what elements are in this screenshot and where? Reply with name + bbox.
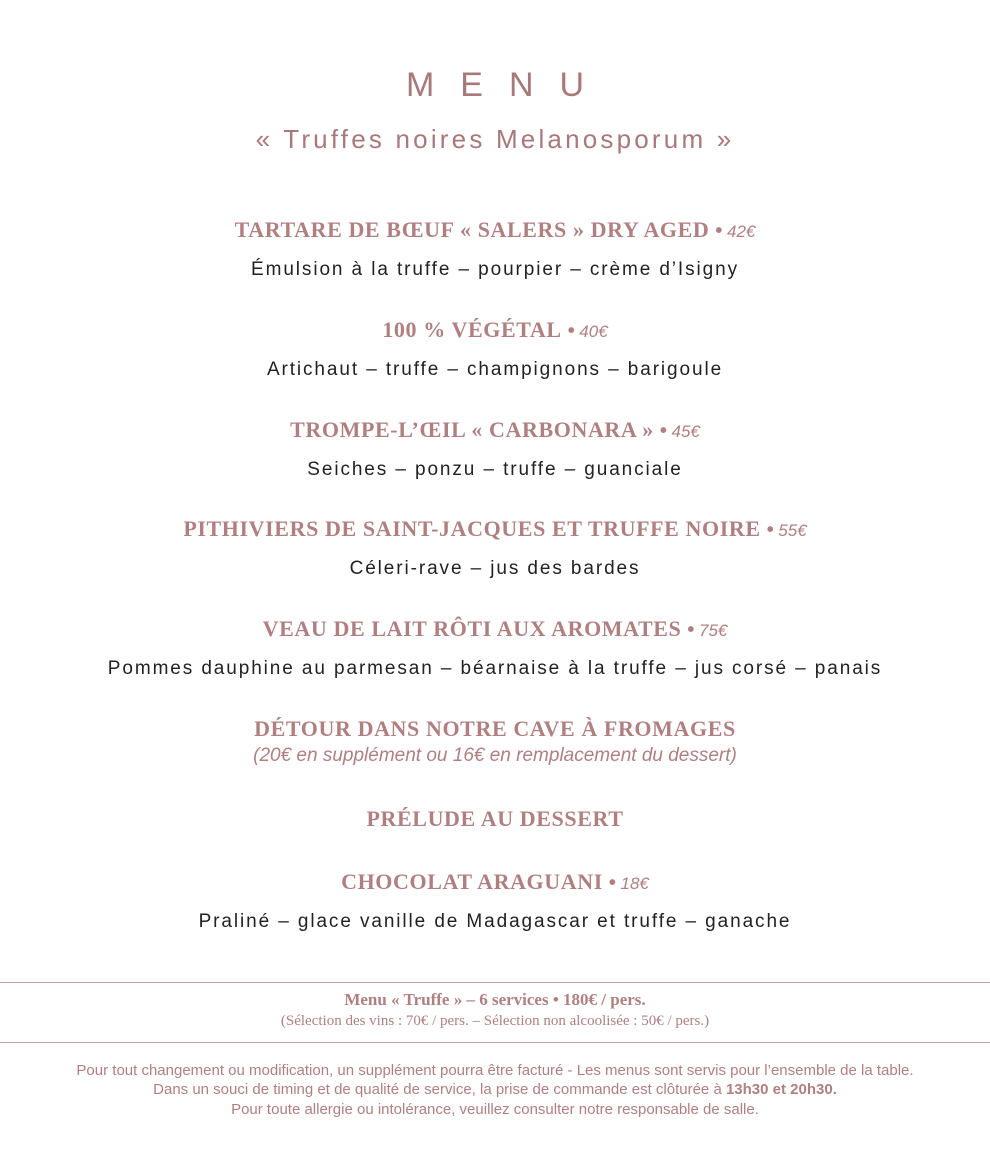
menu-item-carbonara xyxy=(0,416,990,483)
dish-price: 45€ xyxy=(671,422,700,441)
dish-price: 42€ xyxy=(727,222,756,241)
bullet-separator: • xyxy=(766,519,775,541)
menu-item-fromages xyxy=(0,715,990,768)
dish-name: PRÉLUDE AU DESSERT xyxy=(366,806,624,831)
dish-name: VEAU DE LAIT RÔTI AUX AROMATES xyxy=(262,616,682,641)
dish-price: 75€ xyxy=(699,621,728,640)
dish-title-row xyxy=(0,216,990,246)
wine-pairing-line: (Sélection des vins : 70€ / pers. – Sélection non alcoolisée : 50€ / pers.) xyxy=(280,1013,710,1029)
dish-description: Praliné – glace vanille de Madagascar et truffe – ganache xyxy=(198,911,792,932)
divider-top xyxy=(0,982,990,983)
notice-line-1: Pour tout changement ou modification, un supplément pourra être facturé - Les menus sont servis pour l’ensemble de la table. xyxy=(76,1062,914,1079)
bullet-separator: • xyxy=(567,320,576,342)
menu-item-tartare xyxy=(0,216,990,283)
bullet-separator: • xyxy=(687,619,695,641)
dish-description: Émulsion à la truffe – pourpier – crème d’Isigny xyxy=(251,259,739,280)
dish-description: Pommes dauphine au parmesan – béarnaise à la truffe – jus corsé – panais xyxy=(107,658,883,679)
menu-item-vegetal xyxy=(0,316,990,383)
notice-line-3: Pour toute allergie ou intolérance, veuillez consulter notre responsable de salle. xyxy=(231,1101,759,1118)
dish-description: Artichaut – truffe – champignons – barigoule xyxy=(266,359,724,380)
bullet-separator: • xyxy=(608,872,617,894)
menu-item-veau xyxy=(0,615,990,682)
menu-item-chocolat xyxy=(0,868,990,935)
page-subtitle: « Truffes noires Melanosporum » xyxy=(255,124,735,154)
notice-line-2-text: Dans un souci de timing et de qualité de service, la prise de commande est clôturée à xyxy=(153,1081,726,1098)
dish-price: 40€ xyxy=(579,322,608,341)
dish-description: Seiches – ponzu – truffe – guanciale xyxy=(307,459,683,480)
divider-bottom xyxy=(0,1042,990,1043)
dish-title-row xyxy=(0,615,990,645)
dish-name: TROMPE-L’ŒIL « CARBONARA » xyxy=(290,417,654,442)
dish-price: 55€ xyxy=(778,521,807,540)
bullet-separator: • xyxy=(659,420,668,442)
notice-line-2 xyxy=(0,1080,990,1099)
dish-name: TARTARE DE BŒUF « SALERS » DRY AGED xyxy=(234,217,710,242)
bullet-separator: • xyxy=(715,220,724,242)
menu-item-pithiviers xyxy=(0,515,990,582)
menu-price-line: Menu « Truffe » – 6 services • 180€ / pers. xyxy=(344,990,646,1009)
page-title: MENU xyxy=(405,66,611,104)
dish-description: Céleri-rave – jus des bardes xyxy=(349,558,641,579)
dish-title-row xyxy=(0,416,990,446)
dish-title-row xyxy=(0,868,990,898)
dish-note: (20€ en supplément ou 16€ en remplacement du dessert) xyxy=(253,745,737,766)
dish-name: DÉTOUR DANS NOTRE CAVE À FROMAGES xyxy=(254,716,736,741)
dish-name: CHOCOLAT ARAGUANI xyxy=(341,869,603,894)
dish-name: 100 % VÉGÉTAL xyxy=(382,317,562,342)
dish-name: PITHIVIERS DE SAINT-JACQUES ET TRUFFE NOIRE xyxy=(183,516,761,541)
dish-title-row xyxy=(0,515,990,545)
menu-item-prelude xyxy=(0,805,990,833)
service-times: 13h30 et 20h30. xyxy=(725,1081,837,1098)
dish-title-row xyxy=(0,316,990,346)
dish-price: 18€ xyxy=(620,874,649,893)
